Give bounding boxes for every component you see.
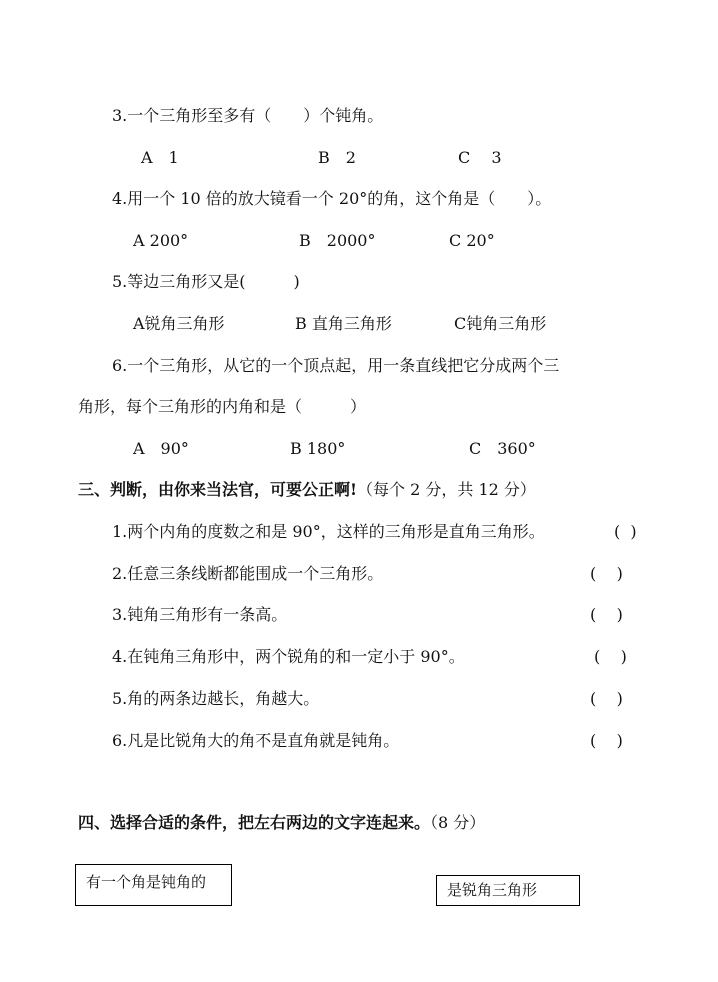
right-match-box-label: 是锐角三角形 xyxy=(447,881,538,899)
judge-item-4-paren[interactable]: ( ) xyxy=(594,647,627,666)
question-6-line-1: 6.一个三角形，从它的一个顶点起，用一条直线把它分成两个三 xyxy=(112,356,560,375)
judge-item-2-paren[interactable]: ( ) xyxy=(590,564,623,583)
part3-title: 三、判断，由你来当法官，可要公正啊! xyxy=(78,480,358,499)
part3-heading xyxy=(78,480,536,500)
right-match-box[interactable] xyxy=(436,875,580,906)
q5-option-c: C钝角三角形 xyxy=(454,314,547,333)
question-3: 3.一个三角形至多有（ ）个钝角。 xyxy=(112,106,384,125)
q6-option-c: C 360° xyxy=(469,439,536,458)
judge-item-2: 2.任意三条线断都能围成一个三角形。 xyxy=(112,564,384,583)
q4-option-c: C 20° xyxy=(449,231,495,250)
judge-item-4: 4.在钝角三角形中，两个锐角的和一定小于 90°。 xyxy=(112,647,465,666)
q4-option-b: B 2000° xyxy=(299,231,376,250)
judge-item-1: 1.两个内角的度数之和是 90°，这样的三角形是直角三角形。 xyxy=(112,522,545,541)
judge-item-3: 3.钝角三角形有一条高。 xyxy=(112,605,288,624)
judge-item-6: 6.凡是比锐角大的角不是直角就是钝角。 xyxy=(112,731,400,750)
judge-item-1-paren[interactable]: ( ) xyxy=(614,522,637,541)
left-match-box-label: 有一个角是钝角的 xyxy=(86,873,207,891)
q5-option-b: B 直角三角形 xyxy=(295,314,392,333)
question-5: 5.等边三角形又是( ) xyxy=(112,272,300,291)
part3-note: （每个 2 分，共 12 分） xyxy=(357,480,536,499)
question-4: 4.用一个 10 倍的放大镜看一个 20°的角，这个角是（ ）。 xyxy=(112,189,552,208)
judge-item-6-paren[interactable]: ( ) xyxy=(590,731,623,750)
left-match-box[interactable] xyxy=(75,864,232,906)
judge-item-5: 5.角的两条边越长，角越大。 xyxy=(112,689,320,708)
part4-heading xyxy=(78,813,485,833)
part4-note: （8 分） xyxy=(430,813,486,832)
q6-option-b: B 180° xyxy=(290,439,346,458)
q3-option-b: B 2 xyxy=(318,148,356,167)
judge-item-3-paren[interactable]: ( ) xyxy=(590,605,623,624)
q3-option-a: A 1 xyxy=(141,148,179,167)
q4-option-a: A 200° xyxy=(133,231,189,250)
question-6-line-2: 角形，每个三角形的内角和是（ ） xyxy=(78,397,367,416)
part4-title: 四、选择合适的条件，把左右两边的文字连起来。 xyxy=(78,813,431,832)
judge-item-5-paren[interactable]: ( ) xyxy=(590,689,623,708)
q3-option-c: C 3 xyxy=(458,148,502,167)
q5-option-a: A锐角三角形 xyxy=(133,314,225,333)
q6-option-a: A 90° xyxy=(133,439,189,458)
